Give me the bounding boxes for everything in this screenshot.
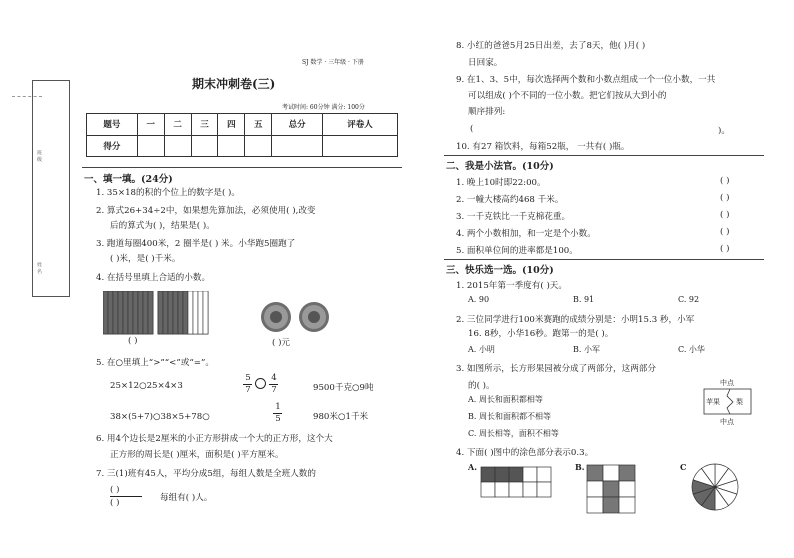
bar-stripe — [118, 291, 123, 334]
table-cell: 总分 — [272, 114, 323, 136]
bar-stripe — [113, 291, 118, 334]
bar-group-2 — [158, 291, 208, 334]
strip-label-name: 姓 名 — [36, 262, 42, 274]
answer-paren[interactable]: ( ) — [720, 210, 730, 220]
coins-figure — [260, 300, 335, 335]
judge-item: 2. 一幢大楼高约468 千米。 — [456, 195, 564, 205]
table-cell: 题号 — [87, 114, 138, 136]
figure-label-c: C — [680, 462, 687, 472]
answer-paren[interactable]: ( ) — [720, 193, 730, 203]
bar-stripe — [163, 291, 168, 334]
coin-icon — [261, 302, 291, 332]
q1-7-frac-top: ( ) — [110, 485, 120, 495]
section-1-heading: 一、填一填。(24分) — [84, 174, 173, 185]
bar-stripe — [183, 291, 188, 334]
score-cell[interactable] — [137, 135, 164, 157]
pie-sectors — [692, 464, 738, 510]
orchard-label-right: 梨 — [736, 398, 743, 406]
section-rule — [444, 259, 764, 260]
grid-cells — [587, 465, 635, 513]
bar-stripe — [138, 291, 143, 334]
q1-5-r1c1: 25×12○25×4×3 — [110, 381, 183, 391]
bar-stripe — [128, 291, 133, 334]
bar-stripe — [143, 291, 148, 334]
bar-stripe — [178, 291, 183, 334]
strip-label-class: 班 级 — [36, 150, 42, 162]
option-a[interactable]: A. 周长和面积都相等 — [468, 395, 543, 404]
q1-1: 1. 35×18的积的个位上的数字是( )。 — [96, 188, 240, 198]
section-3-heading: 三、快乐选一选。(10分) — [446, 265, 554, 276]
q1-3b: ( )米，是( )千米。 — [110, 254, 181, 264]
option-a[interactable]: A. 小明 — [468, 345, 495, 354]
table-cell: 得分 — [87, 135, 138, 157]
table-cell: 四 — [218, 114, 245, 136]
q1-9c: 顺序排列: — [468, 107, 506, 117]
q1-5: 5. 在○里填上“>”“<”或“=”。 — [96, 358, 214, 368]
bar-stripe — [123, 291, 128, 334]
q1-3a: 3. 跑道每圈400米，2 圈半是( ) 米。小华跑5圈跑了 — [96, 239, 296, 249]
fraction-bar — [110, 496, 142, 497]
score-table-score-row — [87, 135, 398, 157]
fraction-numerator: 1 — [275, 402, 281, 412]
answer-paren[interactable]: ( ) — [720, 227, 730, 237]
judge-item: 5. 面积单位间的进率都是100。 — [456, 246, 578, 256]
option-c[interactable]: C. 92 — [678, 295, 700, 304]
score-table — [86, 113, 398, 157]
coin-icon — [299, 302, 329, 332]
fraction-numerator: 4 — [271, 373, 277, 383]
decimal-bars-figure — [103, 291, 233, 336]
fraction-numerator: 5 — [245, 373, 251, 383]
q1-2b: 后的算式为( )，结果是( )。 — [110, 221, 215, 231]
option-b[interactable]: B. 91 — [573, 295, 595, 304]
score-cell[interactable] — [218, 135, 245, 157]
fraction-denominator: 7 — [271, 385, 277, 395]
judge-item: 4. 两个小数相加，和一定是个小数。 — [456, 229, 596, 239]
q1-7-frac-bot: ( ) — [110, 498, 120, 508]
q3-4: 4. 下面( )图中的涂色部分表示0.3。 — [456, 448, 594, 458]
answer-paren[interactable]: ( ) — [720, 176, 730, 186]
bar-stripe — [148, 291, 153, 334]
section-rule — [82, 167, 402, 168]
table-cell: 二 — [164, 114, 191, 136]
q1-5-r2c1: 38×(5+7)○38×5+78○ — [110, 412, 210, 422]
figure-a-grid[interactable] — [480, 466, 552, 498]
exam-info: 考试时间: 60分钟 满分: 100分 — [282, 104, 365, 111]
figure-c-pie[interactable] — [690, 462, 740, 512]
option-a[interactable]: A. 90 — [468, 295, 490, 304]
section-2-heading: 二、我是小法官。(10分) — [446, 161, 554, 172]
judge-item: 1. 晚上10时即22:00。 — [456, 178, 546, 188]
q1-8b: 日回家。 — [468, 58, 503, 68]
fraction-denominator: 5 — [275, 414, 281, 424]
q3-2b: 16. 8秒，小华16秒。跑第一的是( )。 — [468, 329, 614, 339]
bar-stripe — [158, 291, 163, 334]
compare-circle[interactable] — [255, 378, 266, 389]
table-cell: 一 — [137, 114, 164, 136]
q1-8a: 8. 小红的爸爸5月25日出差，去了8天，他( )月( ) — [456, 41, 646, 51]
q1-9a: 9. 在1、3、5中，每次选择两个数和小数点组成一个一位小数，一共 — [456, 75, 716, 85]
section-rule — [444, 155, 764, 156]
q1-5-r1c3: 9500千克○9吨 — [313, 383, 374, 393]
option-b[interactable]: B. 周长和面积都不相等 — [468, 412, 551, 421]
option-b[interactable]: B. 小军 — [573, 345, 600, 354]
bar-stripe — [168, 291, 173, 334]
score-cell[interactable] — [164, 135, 191, 157]
bar-stripe — [193, 291, 198, 334]
q1-9d-right: )。 — [718, 126, 730, 136]
q3-1: 1. 2015年第一季度有( )天。 — [456, 281, 567, 291]
subject-line: SJ 数学 · 三年级 · 下册 — [302, 59, 364, 66]
option-c[interactable]: C. 小华 — [678, 345, 705, 354]
q1-6a: 6. 用4个边长是2厘米的小正方形拼成一个大的正方形，这个大 — [96, 434, 333, 444]
bar-stripe — [203, 291, 208, 334]
q1-5-r2c3: 980米○1千米 — [313, 412, 369, 422]
score-cell[interactable] — [323, 135, 398, 157]
table-cell: 三 — [191, 114, 218, 136]
q1-10: 10. 有27 箱饮料，每箱52瓶， 一共有( )瓶。 — [456, 142, 630, 152]
score-table-header-row — [87, 114, 398, 136]
q1-7b: 每组有( )人。 — [160, 493, 213, 503]
fraction-denominator: 7 — [245, 385, 251, 395]
bar-group-1 — [103, 291, 153, 334]
bar-stripe — [108, 291, 113, 334]
orchard-label-bottom: 中点 — [720, 418, 734, 426]
q1-7a: 7. 三(1)班有45人，平均分成5组，每组人数是全班人数的 — [96, 469, 316, 479]
q1-4: 4. 在括号里填上合适的小数。 — [96, 273, 211, 283]
bar-stripe — [133, 291, 138, 334]
q3-2a: 2. 三位同学进行100米赛跑的成绩分别是：小明15.3 秒，小军 — [456, 315, 695, 325]
figure-label-a: A. — [468, 462, 477, 472]
table-cell: 评卷人 — [323, 114, 398, 136]
orchard-label-top: 中点 — [720, 379, 734, 387]
strip-divider — [12, 96, 42, 97]
orchard-label-left: 苹果 — [706, 398, 720, 406]
option-c[interactable]: C. 周长相等，面积不相等 — [468, 429, 559, 438]
bar-stripe — [198, 291, 203, 334]
q3-3a: 3. 如图所示，长方形果园被分成了两部分，这两部分 — [456, 364, 656, 374]
score-cell[interactable] — [272, 135, 323, 157]
bar-stripe — [103, 291, 108, 334]
q1-6b: 正方形的周长是( )厘米，面积是( )平方厘米。 — [110, 450, 284, 460]
score-cell[interactable] — [191, 135, 218, 157]
q1-4-answer-1: ( ) — [128, 336, 138, 346]
table-cell: 五 — [245, 114, 272, 136]
q3-3b: 的( )。 — [468, 381, 495, 391]
q1-9b: 可以组成( )个不同的一位小数。把它们按从大到小的 — [468, 91, 667, 101]
grid-cells — [481, 467, 551, 497]
bar-stripe — [188, 291, 193, 334]
judge-item: 3. 一千克铁比一千克棉花重。 — [456, 212, 571, 222]
answer-paren[interactable]: ( ) — [720, 244, 730, 254]
q1-4-answer-2: ( )元 — [272, 338, 291, 348]
figure-label-b: B. — [575, 462, 585, 472]
score-cell[interactable] — [245, 135, 272, 157]
figure-b-grid[interactable] — [586, 464, 636, 514]
q1-9d-left: ( — [470, 124, 474, 134]
q1-2a: 2. 算式26+34÷2中，如果想先算加法，必须使用( ),改变 — [96, 206, 316, 216]
bar-stripe — [173, 291, 178, 334]
page-title: 期末冲刺卷(三) — [192, 77, 276, 91]
